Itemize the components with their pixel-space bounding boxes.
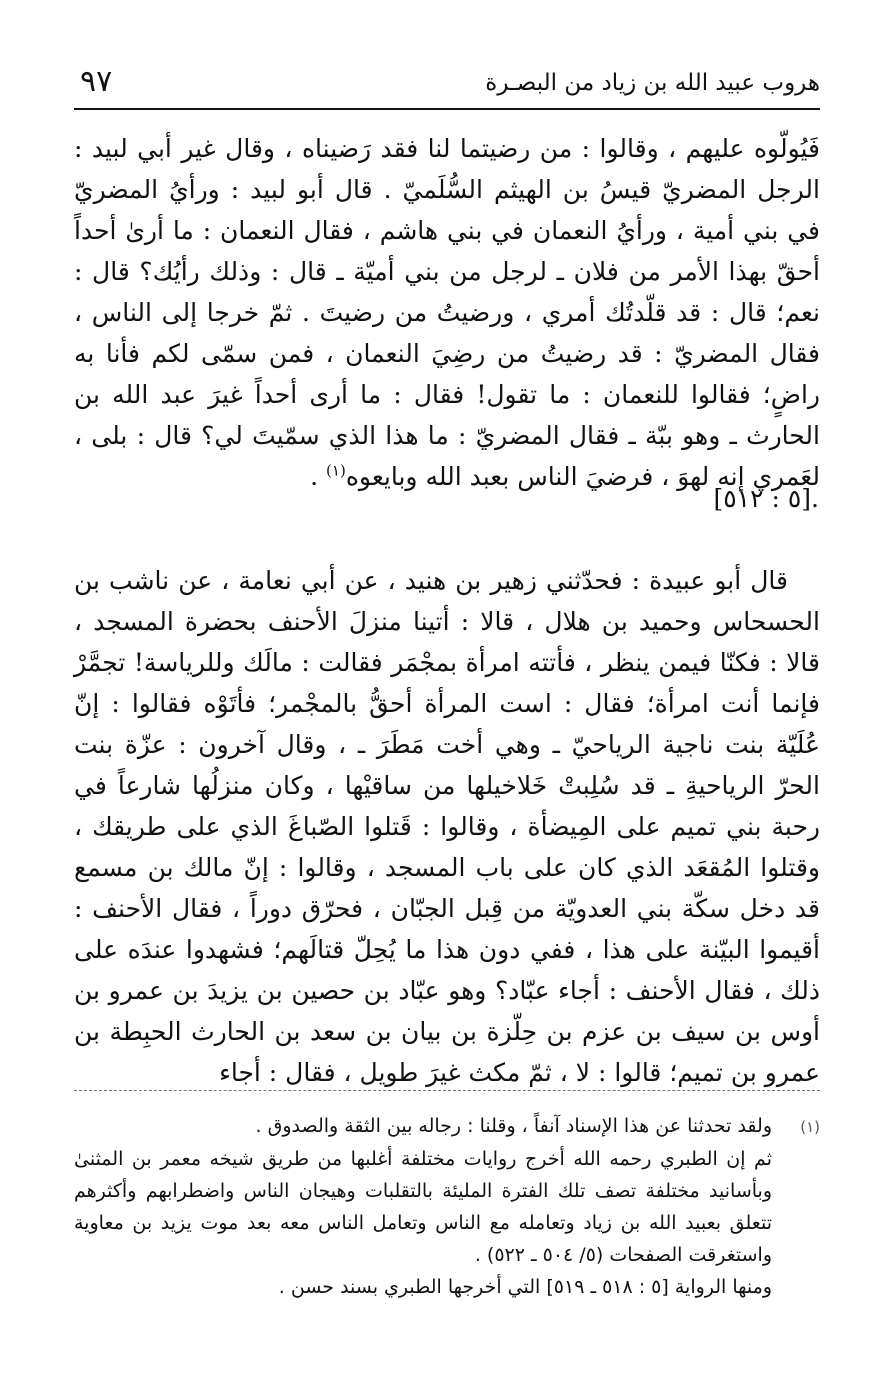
footnote-marker: (١) [326, 461, 346, 480]
page-number: ٩٧ [80, 64, 113, 99]
chapter-title: هروب عبيد الله بن زياد من البصـرة [485, 70, 820, 96]
header-divider [74, 108, 820, 110]
running-header [74, 62, 820, 106]
source-reference: .[٥ : ٥١٢] [713, 484, 819, 513]
paragraph-1-ending: . [310, 462, 327, 491]
footnotes-section [74, 1110, 820, 1303]
body-paragraph-1 [74, 128, 820, 497]
body-paragraph-2 [74, 560, 820, 1093]
footnote-divider [74, 1090, 820, 1091]
footnote-1-line [74, 1110, 820, 1143]
footnote-number: (١) [800, 1118, 820, 1136]
paragraph-2-text: قال أبو عبيدة : فحدّثني زهير بن هنيد ، عن أبي نعامة ، عن ناشب بن الحسحاس وحميد بن هلال ، قالا : أتينا منزلَ الأحنف بحضرة المسجد ، قالا : فكنّا فيمن ينظر ، فأتته امرأة بمجْمَر فقالت : مالَك وللرياسة! تجمَّرْ فإنما أنت امرأة؛ فقال : است المرأة أحقُّ بالمجْمر؛ فأتَوْه فقالوا : إنّ عُلَيّة بنت ناجية الرياحيّ ـ وهي أخت مَطَرَ ـ ، وقال آخرون : عزّة بنت الحرّ الرياحيةِ ـ قد سُلِبتْ خَلاخيلها من ساقيْها ، وكان منزلُها شارعاً في رحبة بني تميم على المِيضأة ، وقالوا : قَتلوا الصّباغَ الذي على طريقك ، وقتلوا المُقعَد الذي كان على باب المسجد ، وقالوا : إنّ مالك بن مسمع قد دخل سكّة بني العدويّة من قِبل الجبّان ، فحرّق دوراً ، فقال الأحنف : أقيموا البيّنة على هذا ، ففي دون هذا ما يُحِلّ قتالَهم؛ فشهدوا عندَه على ذلك ، فقال الأحنف : أجاء عبّاد؟ وهو عبّاد بن حصين بن يزيدَ بن عمرو بن أوس بن سيف بن عزم بن حِلّزة بن بيان بن سعد بن الحارث الحبِطة بن عمرو بن تميم؛ قالوا : لا ، ثمّ مكث غيرَ طويل ، فقال : أجاء [74, 566, 820, 1087]
footnote-text-block: ثم إن الطبري رحمه الله أخرج روايات مختلفة أغلبها من طريق شيخه معمر بن المثنىٰ وبأسانيد مختلفة تصف تلك الفترة المليئة بالتقلبات وهيجان الناس واضطرابهم وأكثرهم تتعلق بعبيد الله بن زياد وتعامله مع الناس وتعامل الناس معه بعد موت يزيد بن معاوية واستغرقت الصفحات (٥/ ٥٠٤ ـ ٥٢٢) . [74, 1148, 772, 1266]
paragraph-1-text: فَيُولّوه عليهم ، وقالوا : من رضيتما لنا فقد رَضيناه ، وقال غير أبي لبيد : الرجل المضريّ قيسُ بن الهيثم السُّلَميّ . قال أبو لبيد : ورأيُ المضريّ في بني أمية ، ورأيُ النعمان في بني هاشم ، فقال النعمان : ما أرىٰ أحداً أحقّ بهذا الأمر من فلان ـ لرجل من بني أميّة ـ قال : وذلك رأيُك؟ قال : نعم؛ قال : قد قلّدتُك أمري ، ورضيتُ من رضيتَ . ثمّ خرجا إلى الناس ، فقال المضريّ : قد رضيتُ من رضِيَ النعمان ، فمن سمّى لكم فأنا به راضٍ؛ فقالوا للنعمان : ما تقول! فقال : ما أرى أحداً غيرَ عبد الله بن الحارث ـ وهو ببّة ـ فقال المضريّ : ما هذا الذي سمّيتَ لي؟ قال : بلى ، لعَمري إنه لهوَ ، فرضيَ الناس بعبد الله وبايعوه [74, 134, 820, 491]
footnote-text-line-1: ولقد تحدثنا عن هذا الإسناد آنفاً ، وقلنا : رجاله بين الثقة والصدوق . [255, 1115, 772, 1137]
footnote-text-line-3: ومنها الرواية [٥ : ٥١٨ ـ ٥١٩] التي أخرجها الطبري بسند حسن . [278, 1276, 772, 1298]
